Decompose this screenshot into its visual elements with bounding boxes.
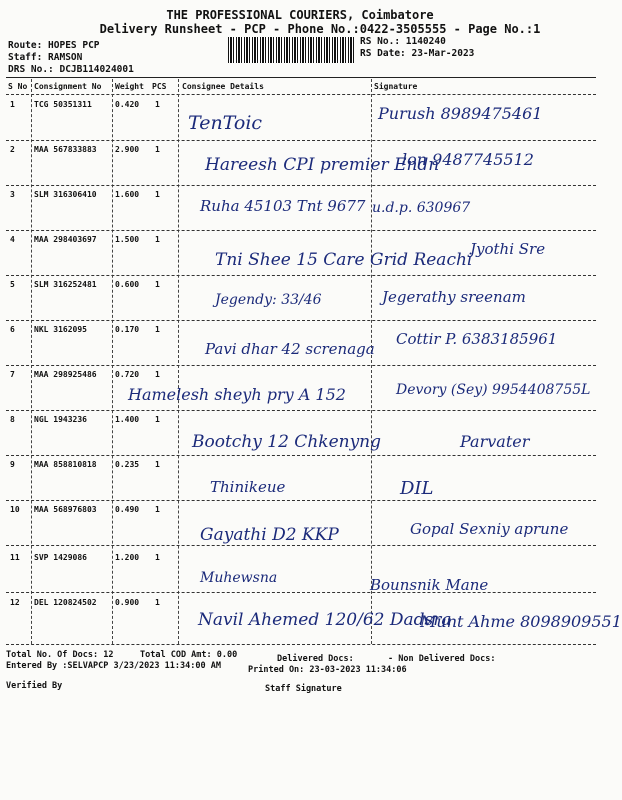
handwritten-consignee: Hareesh CPI premier Endn	[205, 155, 440, 175]
printed-on: Printed On: 23-03-2023 11:34:06	[248, 665, 407, 675]
row-sno: 4	[10, 235, 15, 244]
row-sno: 6	[10, 325, 15, 334]
row-sno: 7	[10, 370, 15, 379]
handwritten-consignee: Hamelesh sheyh pry A 152	[128, 385, 346, 404]
row-divider	[6, 140, 596, 141]
row-weight: 0.720	[115, 370, 140, 379]
handwritten-signature: Gopal Sexniy aprune	[410, 520, 569, 538]
handwritten-signature: Cottir P. 6383185961	[396, 330, 558, 348]
row-weight: 0.420	[115, 100, 140, 109]
handwritten-signature: Devory (Sey) 9954408755L	[396, 382, 591, 398]
row-weight: 0.490	[115, 505, 140, 514]
staff-signature: Staff Signature	[265, 684, 342, 694]
col-header-sno: S No	[8, 82, 28, 91]
row-sno: 9	[10, 460, 15, 469]
consignment-number: NGL 1943236	[34, 415, 87, 424]
handwritten-signature: u.d.p. 630967	[372, 200, 471, 216]
col-header-weight: Weight	[115, 82, 144, 91]
row-weight: 2.900	[115, 145, 140, 154]
handwritten-consignee: Pavi dhar 42 screnaga	[205, 340, 375, 358]
col-divider	[112, 79, 113, 644]
row-pcs: 1	[155, 100, 160, 109]
rs-date: RS Date: 23-Mar-2023	[360, 48, 475, 59]
row-weight: 0.170	[115, 325, 140, 334]
rs-number: RS No.: 1140240	[360, 36, 446, 47]
row-sno: 3	[10, 190, 15, 199]
delivered-docs: Delivered Docs:	[277, 654, 354, 664]
row-weight: 1.200	[115, 553, 140, 562]
col-divider	[178, 79, 179, 644]
row-pcs: 1	[155, 598, 160, 607]
consignment-number: DEL 120824502	[34, 598, 97, 607]
row-sno: 5	[10, 280, 15, 289]
row-divider	[6, 365, 596, 366]
handwritten-consignee: Muhewsna	[200, 570, 278, 586]
consignment-number: SLM 316306410	[34, 190, 97, 199]
row-pcs: 1	[155, 460, 160, 469]
row-pcs: 1	[155, 235, 160, 244]
row-divider	[6, 410, 596, 411]
handwritten-consignee: Navil Ahemed 120/62 Dadsra	[198, 610, 452, 630]
handwritten-consignee: Thinikeue	[210, 478, 286, 496]
handwritten-signature: Purush 8989475461	[378, 104, 543, 123]
handwritten-signature: lon 9487745512	[402, 150, 534, 169]
row-sno: 10	[10, 505, 20, 514]
row-pcs: 1	[155, 325, 160, 334]
row-sno: 8	[10, 415, 15, 424]
row-pcs: 1	[155, 280, 160, 289]
consignment-number: NKL 3162095	[34, 325, 87, 334]
row-pcs: 1	[155, 415, 160, 424]
row-pcs: 1	[155, 553, 160, 562]
col-header-signature: Signature	[374, 82, 418, 91]
handwritten-signature: Bounsnik Mane	[370, 576, 489, 594]
table-header-rule	[6, 94, 596, 95]
staff-label: Staff: RAMSON	[8, 52, 83, 63]
handwritten-signature: Jyothi Sre	[470, 240, 546, 258]
handwritten-signature: Parvater	[460, 432, 530, 451]
handwritten-consignee: Bootchy 12 Chkenyng	[192, 432, 382, 452]
col-header-consignee: Consignee Details	[182, 82, 264, 91]
row-divider	[6, 185, 596, 186]
consignment-number: SVP 1429086	[34, 553, 87, 562]
handwritten-signature: Munt Ahme 8098909551	[420, 612, 622, 631]
handwritten-signature: DIL	[400, 478, 434, 499]
col-header-pcs: PCS	[152, 82, 167, 91]
row-divider	[6, 320, 596, 321]
row-pcs: 1	[155, 190, 160, 199]
row-weight: 1.600	[115, 190, 140, 199]
row-sno: 2	[10, 145, 15, 154]
consignment-number: MAA 858810818	[34, 460, 97, 469]
row-pcs: 1	[155, 145, 160, 154]
entered-by: Entered By :SELVAPCP 3/23/2023 11:34:00 AM	[6, 661, 221, 671]
row-sno: 12	[10, 598, 20, 607]
handwritten-consignee: Jegendy: 33/46	[215, 292, 322, 308]
route-label: Route: HOPES PCP	[8, 40, 100, 51]
verified-by: Verified By	[6, 681, 63, 691]
row-sno: 11	[10, 553, 20, 562]
row-weight: 0.600	[115, 280, 140, 289]
handwritten-consignee: Gayathi D2 KKP	[200, 525, 339, 545]
row-weight: 0.900	[115, 598, 140, 607]
row-divider	[6, 275, 596, 276]
total-docs: Total No. Of Docs: 12	[6, 650, 114, 660]
row-weight: 1.400	[115, 415, 140, 424]
handwritten-consignee: TenToic	[188, 112, 263, 134]
non-delivered-docs: - Non Delivered Docs:	[388, 654, 496, 664]
handwritten-consignee: Tni Shee 15 Care Grid Reachi	[215, 250, 473, 270]
row-sno: 1	[10, 100, 15, 109]
handwritten-signature: Jegerathy sreenam	[382, 288, 526, 306]
row-weight: 1.500	[115, 235, 140, 244]
consignment-number: SLM 316252481	[34, 280, 97, 289]
consignment-number: MAA 567833883	[34, 145, 97, 154]
runsheet-title: Delivery Runsheet - PCP - Phone No.:0422-3505555 - Page No.:1	[99, 22, 541, 36]
consignment-number: MAA 298925486	[34, 370, 97, 379]
footer-top-rule	[6, 644, 596, 645]
row-divider	[6, 230, 596, 231]
row-pcs: 1	[155, 505, 160, 514]
barcode-image	[228, 37, 354, 63]
row-weight: 0.235	[115, 460, 140, 469]
handwritten-consignee: Ruha 45103 Tnt 9677	[200, 197, 366, 215]
drs-number: DRS No.: DCJB114024001	[8, 64, 134, 75]
company-title: THE PROFESSIONAL COURIERS, Coimbatore	[166, 8, 434, 22]
consignment-number: TCG 50351311	[34, 100, 92, 109]
row-pcs: 1	[155, 370, 160, 379]
col-divider	[31, 79, 32, 644]
consignment-number: MAA 568976803	[34, 505, 97, 514]
row-divider	[6, 455, 596, 456]
col-header-consignment: Consignment No	[34, 82, 102, 91]
table-top-rule	[6, 77, 596, 78]
consignment-number: MAA 298403697	[34, 235, 97, 244]
row-divider	[6, 592, 596, 593]
total-cod: Total COD Amt: 0.00	[140, 650, 238, 660]
row-divider	[6, 500, 596, 501]
row-divider	[6, 545, 596, 546]
